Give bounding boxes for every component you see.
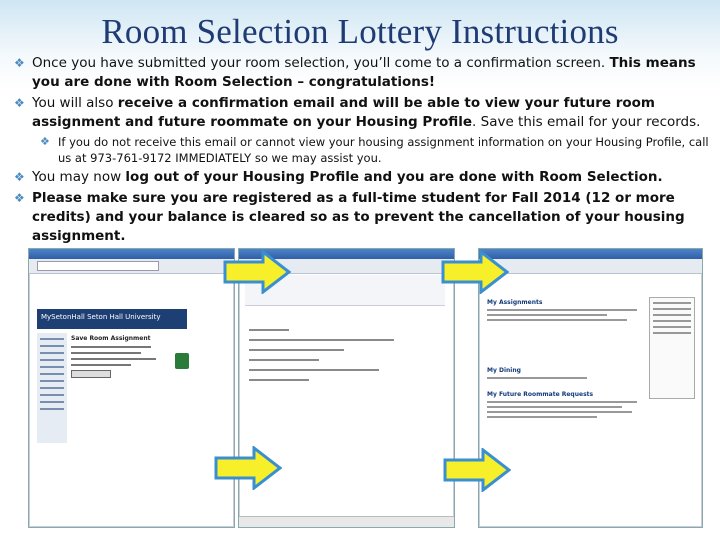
sub-bullet-item bbox=[14, 134, 714, 166]
browser-toolbar bbox=[479, 259, 702, 274]
dining-section bbox=[487, 367, 647, 382]
bullet-icon: ❖ bbox=[40, 135, 50, 148]
bullet-text: You will also bbox=[32, 95, 118, 111]
window-titlebar bbox=[29, 249, 234, 259]
bullet-text-bold: receive a confirmation email and will be able to view your future room assignment and future roommate on your Housing Profile bbox=[32, 95, 655, 130]
yellow-right-arrow-icon bbox=[441, 250, 509, 294]
bullet-text: You may now bbox=[32, 169, 126, 185]
university-logo bbox=[175, 353, 189, 369]
sidebar-menu bbox=[37, 333, 67, 443]
email-status-bar bbox=[239, 516, 454, 527]
window-titlebar bbox=[479, 249, 702, 259]
yellow-right-arrow-icon bbox=[214, 446, 282, 490]
bullet-text-bold: This means you are done with Room Selection – congratulations! bbox=[32, 55, 696, 90]
back-button-thumb bbox=[71, 370, 111, 378]
bullet-icon: ❖ bbox=[14, 191, 25, 205]
assignments-section bbox=[487, 299, 647, 324]
university-header: MySetonHall Seton Hall University bbox=[37, 309, 187, 329]
roommate-section bbox=[487, 391, 647, 421]
bullet-item-1 bbox=[14, 54, 714, 92]
bullet-text-bold: log out of your Housing Profile and you are done with Room Selection. bbox=[125, 169, 663, 185]
housing-profile-screenshot bbox=[478, 248, 703, 528]
bullet-item-2 bbox=[14, 94, 714, 132]
bullet-text-bold: Please make sure you are registered as a full-time student for Fall 2014 (12 or more credits) and your balance is cleared so as to prevent the cancellation of your housing assignment. bbox=[32, 190, 685, 244]
sub-bullet-text: If you do not receive this email or cannot view your housing assignment information on your Housing Profile, call us at 973-761-9172 IMMEDIATELY so we may assist you. bbox=[58, 135, 709, 165]
address-bar bbox=[37, 261, 159, 271]
slide-title: Room Selection Lottery Instructions bbox=[101, 12, 619, 51]
bullet-icon: ❖ bbox=[14, 56, 25, 70]
dining-heading: My Dining bbox=[487, 367, 521, 374]
bullet-item-3 bbox=[14, 168, 714, 187]
yellow-right-arrow-icon bbox=[223, 250, 291, 294]
email-body bbox=[249, 321, 399, 389]
confirmation-content bbox=[71, 335, 171, 425]
profile-info-box bbox=[649, 297, 695, 399]
bullet-item-4 bbox=[14, 189, 714, 246]
confirmation-screenshot bbox=[28, 248, 235, 528]
assignments-heading: My Assignments bbox=[487, 299, 543, 306]
bullet-icon: ❖ bbox=[14, 170, 25, 184]
bullet-text: Once you have submitted your room selection, you’ll come to a confirmation screen. bbox=[32, 55, 610, 71]
bullet-list bbox=[14, 54, 714, 248]
bullet-icon: ❖ bbox=[14, 96, 25, 110]
confirmation-heading: Save Room Assignment bbox=[71, 335, 151, 342]
bullet-text: . Save this email for your records. bbox=[472, 114, 701, 130]
yellow-right-arrow-icon bbox=[443, 448, 511, 492]
roommate-heading: My Future Roommate Requests bbox=[487, 391, 594, 398]
